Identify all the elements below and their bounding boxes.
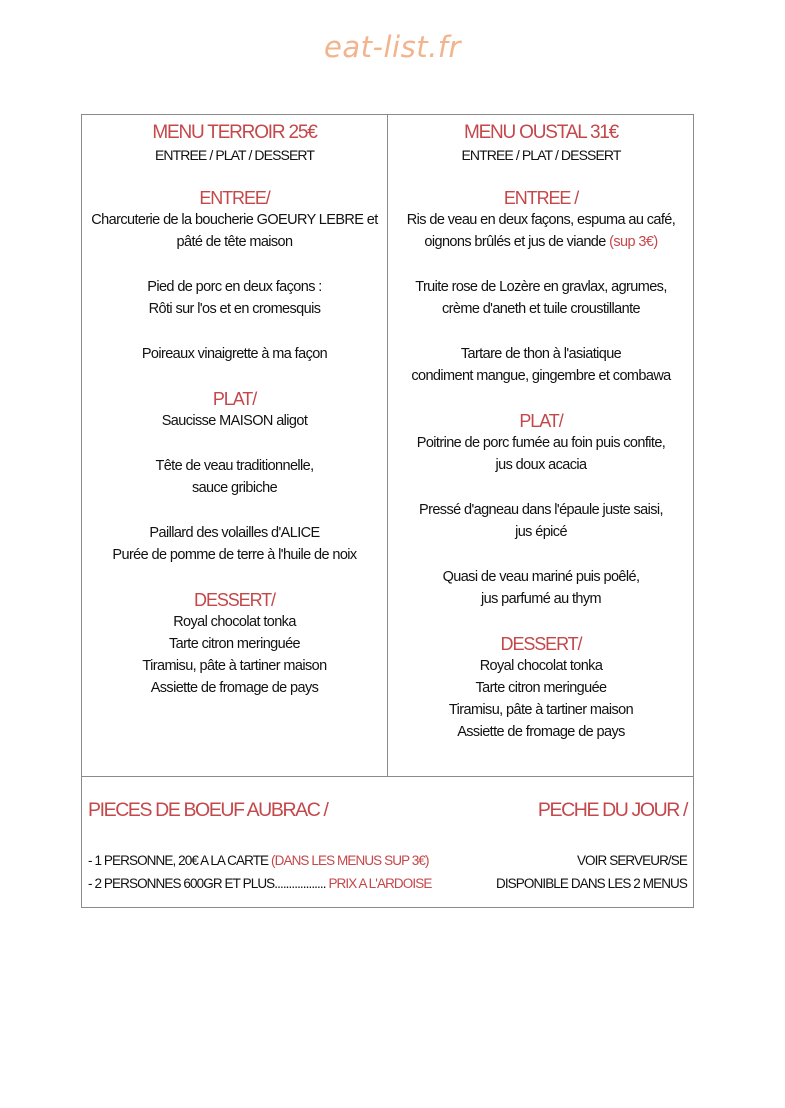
dish-line: Pressé d'agneau dans l'épaule juste saisi, — [419, 502, 663, 518]
dish-line: Tête de veau traditionnelle, — [155, 458, 314, 474]
dish-line: Pied de porc en deux façons : — [147, 279, 322, 295]
dish-line: crème d'aneth et tuile croustillante — [442, 301, 640, 317]
menu-oustal — [388, 115, 694, 743]
dish-line: jus épicé — [515, 524, 567, 540]
menu-title: MENU OUSTAL 31€ — [463, 122, 619, 143]
dish-line: jus doux acacia — [495, 457, 587, 473]
section-heading-dessert: DESSERT/ — [500, 634, 582, 654]
dessert-line: Assiette de fromage de pays — [150, 680, 319, 696]
dish-line: pâté de tête maison — [176, 234, 293, 250]
boeuf-portion: - 2 PERSONNES 600GR ET PLUS.................. — [88, 876, 326, 891]
menu-title: MENU TERROIR 25€ — [152, 122, 317, 143]
watermark-logo: eat-list.fr — [324, 30, 461, 64]
section-heading-entree: ENTREE / — [503, 188, 579, 208]
section-heading-dessert: DESSERT/ — [194, 590, 275, 610]
boeuf-price: - 1 PERSONNE, 20€ A LA CARTE — [88, 853, 269, 868]
dish-line: sauce gribiche — [191, 480, 278, 496]
dessert-line: Tarte citron meringuée — [475, 680, 607, 696]
menu-subtitle: ENTREE / PLAT / DESSERT — [461, 147, 621, 163]
dish-line: Purée de pomme de terre à l'huile de noix — [112, 547, 357, 563]
dish-line: jus parfumé au thym — [481, 591, 601, 607]
section-heading-plat: PLAT/ — [212, 389, 257, 409]
peche-du-jour-heading: PECHE DU JOUR / — [537, 799, 687, 821]
dessert-line: Tarte citron meringuée — [168, 636, 301, 652]
menu-frame — [81, 114, 694, 908]
peche-line: VOIR SERVEUR/SE — [576, 853, 687, 868]
section-heading-entree: ENTREE/ — [199, 188, 270, 208]
dish-line: condiment mangue, gingembre et combawa — [411, 368, 671, 384]
boeuf-menu-note: (DANS LES MENUS SUP 3€) — [271, 853, 429, 868]
bottom-section — [82, 777, 693, 908]
boeuf-price-note: PRIX A L'ARDOISE — [328, 876, 432, 891]
dish-line: Tartare de thon à l'asiatique — [460, 346, 622, 362]
dish-line: Rôti sur l'os et en cromesquis — [148, 301, 321, 317]
boeuf-line — [88, 872, 431, 895]
menu-terroir — [82, 115, 387, 699]
dessert-line: Royal chocolat tonka — [479, 658, 603, 674]
dish-line: Poitrine de porc fumée au foin puis confite, — [416, 435, 666, 451]
dessert-line: Tiramisu, pâte à tartiner maison — [142, 658, 327, 674]
menu-subtitle: ENTREE / PLAT / DESSERT — [154, 147, 315, 163]
dish-line — [388, 231, 694, 253]
dish-line: Truite rose de Lozère en gravlax, agrumes, — [415, 279, 667, 295]
dessert-line: Royal chocolat tonka — [173, 614, 296, 630]
boeuf-aubrac-details — [88, 849, 431, 895]
dish-line: Quasi de veau mariné puis poêlé, — [442, 569, 640, 585]
dish-line: Charcuterie de la boucherie GOEURY LEBRE et — [91, 212, 378, 228]
dessert-line: Assiette de fromage de pays — [457, 724, 625, 740]
boeuf-line — [88, 849, 431, 872]
section-heading-plat: PLAT/ — [519, 411, 563, 431]
dessert-line: Tiramisu, pâte à tartiner maison — [448, 702, 634, 718]
peche-line: DISPONIBLE DANS LES 2 MENUS — [495, 876, 687, 891]
dish-line: Saucisse MAISON aligot — [161, 413, 308, 429]
dish-line: Ris de veau en deux façons, espuma au café, — [406, 212, 676, 228]
supplement-note: (sup 3€) — [609, 234, 658, 250]
boeuf-aubrac-heading: PIECES DE BOEUF AUBRAC / — [88, 799, 328, 821]
peche-du-jour-details — [496, 849, 687, 895]
dish-line: Poireaux vinaigrette à ma façon — [141, 346, 328, 362]
dish-line: Paillard des volailles d'ALICE — [149, 525, 320, 541]
dish-text: oignons brûlés et jus de viande — [424, 234, 606, 250]
